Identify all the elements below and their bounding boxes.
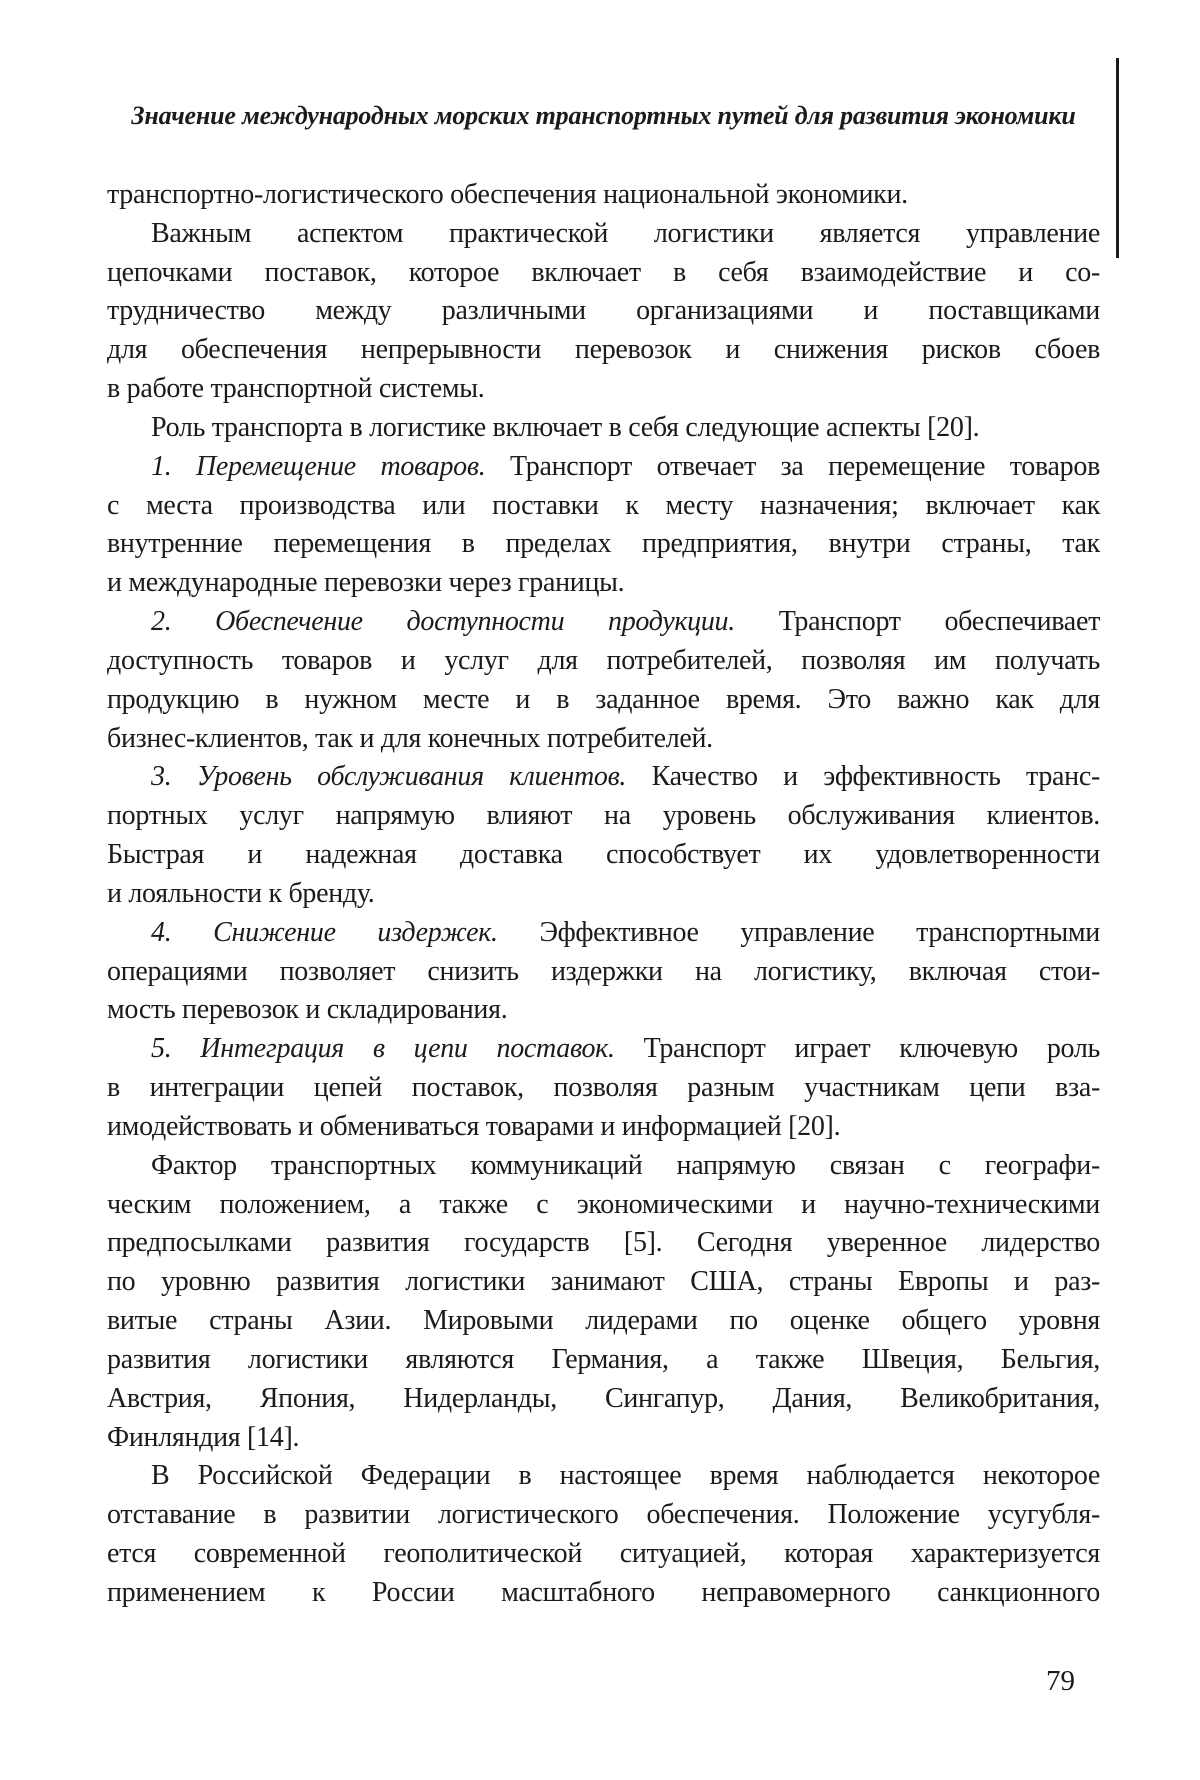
text-segment: Транспорт играет ключевую роль [614, 1033, 1100, 1065]
text-segment: для обеспечения непрерывности перевозок и снижения рисков сбоев [107, 334, 1100, 366]
text-segment: витые страны Азии. Мировыми лидерами по оценке общего уровня [107, 1305, 1100, 1337]
text-line [107, 1457, 1100, 1496]
text-segment: операциями позволяет снизить издержки на логистику, включая стои- [107, 955, 1100, 987]
text-segment: имодействовать и обмениваться товарами и информацией [20]. [107, 1110, 841, 1142]
text-line [107, 1302, 1100, 1341]
text-segment: транспортно-логистического обеспечения национальной экономики. [107, 179, 908, 210]
text-line [107, 914, 1100, 953]
margin-rule [1116, 58, 1119, 258]
text-line [107, 1030, 1100, 1069]
text-segment: Транспорт обеспечивает [734, 606, 1101, 638]
text-segment: мость перевозок и складирования. [107, 994, 508, 1026]
text-segment: и международные перевозки через границы. [107, 567, 625, 599]
page-number: 79 [1046, 1665, 1075, 1697]
text-line [107, 1147, 1100, 1186]
text-segment: отставание в развитии логистического обеспечения. Положение усугубля- [107, 1499, 1100, 1531]
text-segment: Финляндия [14]. [107, 1421, 300, 1453]
text-line [107, 953, 1100, 992]
text-line [107, 176, 1100, 215]
text-line [107, 1380, 1100, 1419]
text-line [107, 836, 1100, 875]
text-line [107, 1069, 1100, 1108]
italic-lead: 2. Обеспечение доступности продукции. [151, 606, 735, 638]
text-segment: трудничество между различными организациями и поставщиками [107, 295, 1100, 327]
text-segment: бизнес-клиентов, так и для конечных потребителей. [107, 722, 713, 754]
text-line [107, 370, 1100, 409]
italic-lead: 3. Уровень обслуживания клиентов. [151, 761, 627, 793]
text-segment: ется современной геополитической ситуацией, которая характеризуется [107, 1537, 1100, 1569]
text-segment: Транспорт отвечает за перемещение товаров [485, 450, 1101, 482]
text-segment: внутренние перемещения в пределах предприятия, внутри страны, так [107, 528, 1100, 560]
text-line [107, 525, 1100, 564]
text-line [107, 1341, 1100, 1380]
text-line [107, 991, 1100, 1030]
text-line [107, 720, 1100, 759]
text-line [107, 564, 1100, 603]
text-segment: с места производства или поставки к месту назначения; включает как [107, 489, 1100, 521]
text-segment: развития логистики являются Германия, а также Швеция, Бельгия, [107, 1343, 1100, 1375]
text-line [107, 603, 1100, 642]
italic-lead: 1. Перемещение товаров. [151, 450, 486, 482]
text-segment: в работе транспортной системы. [107, 373, 485, 405]
text-line [107, 487, 1100, 526]
text-line [107, 215, 1100, 254]
text-line [107, 1535, 1100, 1574]
text-line [107, 642, 1100, 681]
text-segment: предпосылками развития государств [5]. Сегодня уверенное лидерство [107, 1227, 1100, 1259]
text-segment: Фактор транспортных коммуникаций напрямую связан с географи- [151, 1149, 1100, 1181]
text-segment: применением к России масштабного неправомерного санкционного [107, 1576, 1100, 1608]
text-segment: цепочками поставок, которое включает в себя взаимодействие и со- [107, 256, 1100, 288]
text-segment: продукцию в нужном месте и в заданное время. Это важно как для [107, 683, 1100, 715]
text-line [107, 758, 1100, 797]
text-line [107, 1419, 1100, 1458]
text-line [107, 254, 1100, 293]
text-segment: Австрия, Япония, Нидерланды, Сингапур, Дания, Великобритания, [107, 1382, 1100, 1414]
text-line [107, 1574, 1100, 1613]
text-segment: Роль транспорта в логистике включает в себя следующие аспекты [20]. [151, 411, 980, 443]
text-line [107, 331, 1100, 370]
text-segment: Эффективное управление транспортными [497, 916, 1100, 948]
text-line [107, 875, 1100, 914]
text-line [107, 448, 1100, 487]
text-line [107, 1496, 1100, 1535]
text-line [107, 409, 1100, 448]
running-head: Значение международных морских транспортных путей для развития экономики [131, 101, 1076, 130]
italic-lead: 5. Интеграция в цепи поставок. [151, 1033, 615, 1065]
text-segment: Быстрая и надежная доставка способствует их удовлетворенности [107, 839, 1100, 871]
text-line [107, 1108, 1100, 1147]
text-segment: В Российской Федерации в настоящее время наблюдается некоторое [151, 1460, 1100, 1492]
text-line [107, 1186, 1100, 1225]
text-segment: ческим положением, а также с экономическими и научно-техническими [107, 1188, 1100, 1220]
text-line [107, 681, 1100, 720]
text-line [107, 292, 1100, 331]
text-segment: и лояльности к бренду. [107, 877, 375, 909]
text-line [107, 1263, 1100, 1302]
text-segment: Качество и эффективность транс- [626, 761, 1100, 793]
body-text [107, 176, 1100, 1613]
text-line [107, 1224, 1100, 1263]
text-segment: в интеграции цепей поставок, позволяя разным участникам цепи вза- [107, 1072, 1100, 1104]
text-line [107, 797, 1100, 836]
text-segment: по уровню развития логистики занимают США, страны Европы и раз- [107, 1266, 1100, 1298]
text-segment: портных услуг напрямую влияют на уровень обслуживания клиентов. [107, 800, 1100, 832]
italic-lead: 4. Снижение издержек. [151, 916, 498, 948]
text-segment: Важным аспектом практической логистики является управление [151, 217, 1100, 249]
text-segment: доступность товаров и услуг для потребителей, позволяя им получать [107, 644, 1100, 676]
